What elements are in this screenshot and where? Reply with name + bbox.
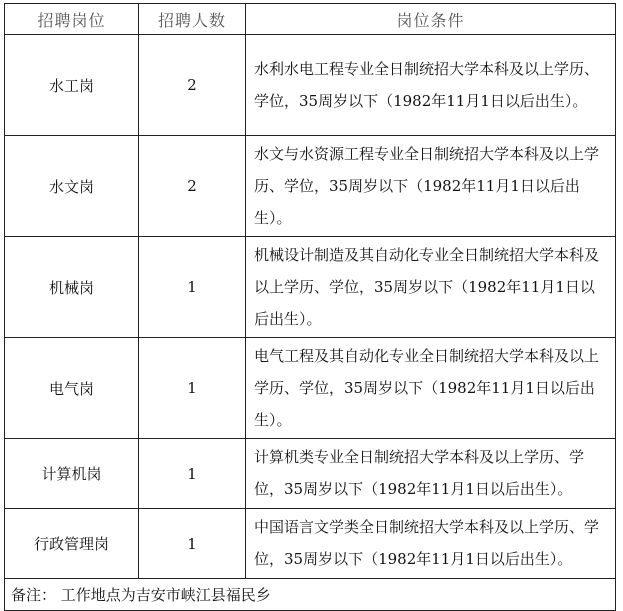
cell-count: 1 [139, 338, 246, 439]
cell-condition: 水利水电工程专业全日制统招大学本科及以上学历、学位，35周岁以下（1982年11月1日以后出生）。 [246, 35, 616, 136]
cell-count: 1 [139, 439, 246, 509]
cell-position: 电气岗 [5, 338, 139, 439]
table-row [5, 237, 616, 338]
cell-condition: 水文与水资源工程专业全日制统招大学本科及以上学历、学位，35周岁以下（1982年11月1日以后出生）。 [246, 136, 616, 237]
cell-count: 2 [139, 35, 246, 136]
table-note-row [5, 579, 616, 611]
note-text: 备注： 工作地点为吉安市峡江县福民乡 [5, 579, 616, 611]
cell-count: 2 [139, 136, 246, 237]
table-row [5, 338, 616, 439]
cell-position: 机械岗 [5, 237, 139, 338]
cell-condition: 机械设计制造及其自动化专业全日制统招大学本科及以上学历、学位，35周岁以下（1982年11月1日以后出生）。 [246, 237, 616, 338]
recruitment-table-container [4, 3, 616, 611]
table-row [5, 509, 616, 579]
cell-condition: 电气工程及其自动化专业全日制统招大学本科及以上学历、学位，35周岁以下（1982年11月1日以后出生）。 [246, 338, 616, 439]
cell-position: 水文岗 [5, 136, 139, 237]
cell-count: 1 [139, 509, 246, 579]
cell-condition: 中国语言文学类全日制统招大学本科及以上学历、学位，35周岁以下（1982年11月1日以后出生）。 [246, 509, 616, 579]
header-condition: 岗位条件 [246, 4, 616, 35]
table-row [5, 136, 616, 237]
recruitment-table [4, 3, 616, 611]
header-position: 招聘岗位 [5, 4, 139, 35]
table-header-row [5, 4, 616, 35]
header-count: 招聘人数 [139, 4, 246, 35]
cell-condition: 计算机类专业全日制统招大学本科及以上学历、学位，35周岁以下（1982年11月1日以后出生）。 [246, 439, 616, 509]
cell-position: 行政管理岗 [5, 509, 139, 579]
cell-count: 1 [139, 237, 246, 338]
table-row [5, 439, 616, 509]
table-row [5, 35, 616, 136]
cell-position: 计算机岗 [5, 439, 139, 509]
cell-position: 水工岗 [5, 35, 139, 136]
